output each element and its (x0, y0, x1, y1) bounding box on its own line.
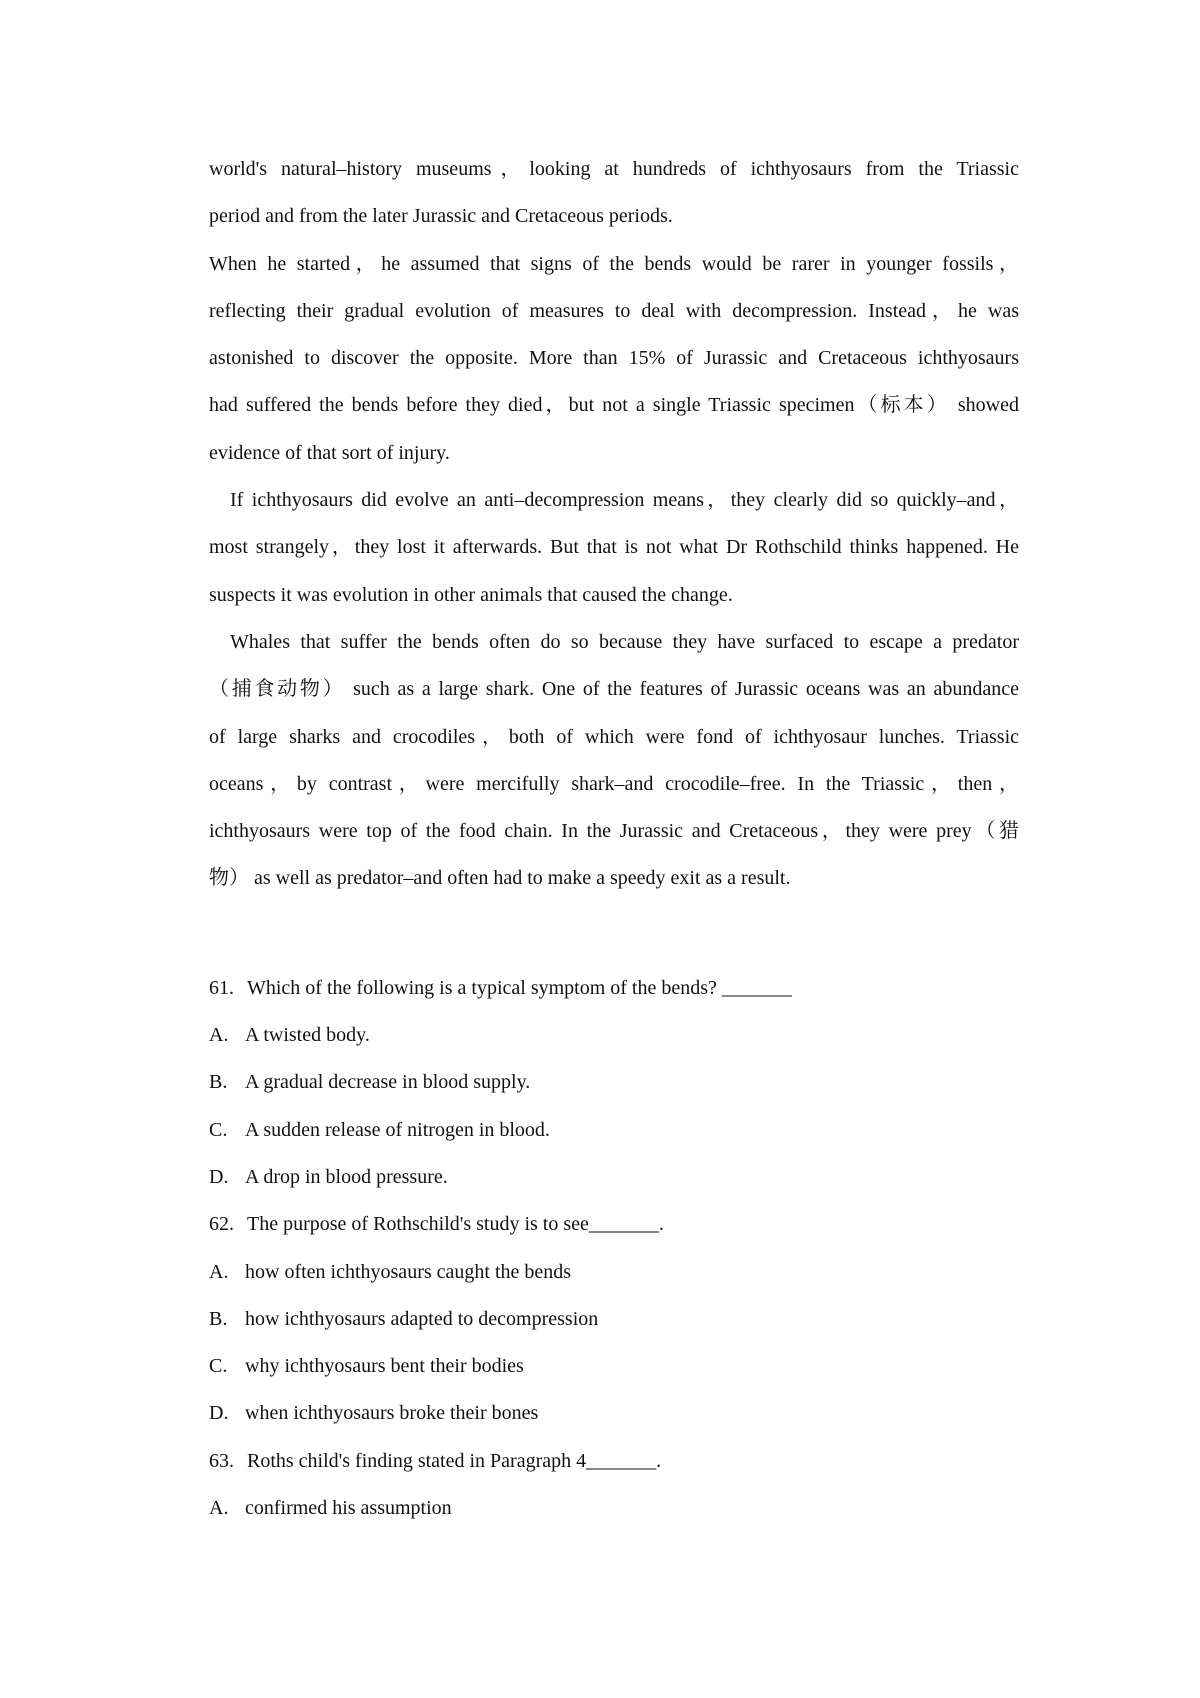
questions (209, 965, 1019, 1533)
passage-line: period and from the later Jurassic and Cretaceous periods. (209, 205, 673, 228)
passage-line: most strangely，they lost it afterwards. But that is not what Dr Rothschild thinks happened. He (209, 536, 1019, 559)
option-letter: A. (209, 1497, 229, 1520)
passage-line: 物） as well as predator–and often had to make a speedy exit as a result. (209, 867, 791, 890)
answer-option[interactable] (209, 1059, 1019, 1106)
option-letter: D. (209, 1165, 229, 1188)
passage-line: suspects it was evolution in other animals that caused the change. (209, 583, 733, 606)
option-text: when ichthyosaurs broke their bones (245, 1402, 539, 1425)
question-stem (209, 1201, 1019, 1248)
question-62 (209, 1201, 1019, 1437)
passage-line: astonished to discover the opposite. More than 15% of Jurassic and Cretaceous ichthyosaurs (209, 347, 1019, 370)
option-text: A sudden release of nitrogen in blood. (245, 1118, 550, 1141)
option-letter: C. (209, 1355, 228, 1378)
question-61 (209, 965, 1019, 1201)
answer-option[interactable] (209, 1390, 1019, 1437)
answer-option[interactable] (209, 1485, 1019, 1532)
answer-option[interactable] (209, 1249, 1019, 1296)
document-page (209, 146, 1019, 1532)
passage (209, 146, 1019, 903)
question-text: Roths child's finding stated in Paragraph 4_______. (247, 1449, 662, 1472)
option-letter: C. (209, 1118, 228, 1141)
answer-option[interactable] (209, 1296, 1019, 1343)
answer-option[interactable] (209, 1154, 1019, 1201)
passage-line: evidence of that sort of injury. (209, 441, 450, 464)
question-stem (209, 1438, 1019, 1485)
passage-line: When he started，he assumed that signs of the bends would be rarer in younger fossils， (209, 252, 1019, 275)
section-gap (209, 903, 1019, 965)
option-letter: D. (209, 1402, 229, 1425)
option-text: A drop in blood pressure. (245, 1165, 448, 1188)
passage-line: of large sharks and crocodiles，both of which were fond of ichthyosaur lunches. Triassic (209, 725, 1019, 748)
passage-line: world's natural–history museums，looking at hundreds of ichthyosaurs from the Triassic (209, 158, 1019, 180)
passage-line: oceans，by contrast，were mercifully shark–and crocodile–free. In the Triassic，then， (209, 772, 1019, 795)
option-letter: A. (209, 1024, 229, 1047)
question-text: The purpose of Rothschild's study is to see_______. (247, 1213, 664, 1236)
answer-option[interactable] (209, 1107, 1019, 1154)
passage-line: Whales that suffer the bends often do so because they have surfaced to escape a predator (230, 630, 1019, 653)
answer-option[interactable] (209, 1343, 1019, 1390)
option-letter: B. (209, 1071, 228, 1094)
option-text: confirmed his assumption (245, 1497, 452, 1520)
option-letter: A. (209, 1260, 229, 1283)
question-text: Which of the following is a typical symptom of the bends? _______ (247, 976, 792, 999)
question-number: 63. (209, 1449, 234, 1472)
passage-line: ichthyosaurs were top of the food chain. In the Jurassic and Cretaceous，they were prey（猎 (209, 820, 1019, 843)
option-letter: B. (209, 1307, 228, 1330)
passage-line: reflecting their gradual evolution of measures to deal with decompression. Instead，he was (209, 299, 1019, 322)
answer-option[interactable] (209, 1012, 1019, 1059)
passage-line: （捕食动物） such as a large shark. One of the features of Jurassic oceans was an abundance (209, 678, 1019, 701)
option-text: how ichthyosaurs adapted to decompression (245, 1307, 599, 1330)
question-number: 61. (209, 976, 234, 999)
passage-line: had suffered the bends before they died，but not a single Triassic specimen（标本） showed (209, 394, 1019, 417)
option-text: how often ichthyosaurs caught the bends (245, 1260, 572, 1283)
question-63 (209, 1438, 1019, 1533)
option-text: why ichthyosaurs bent their bodies (245, 1355, 524, 1378)
passage-line: If ichthyosaurs did evolve an anti–decompression means，they clearly did so quickly–and， (230, 489, 1019, 512)
question-number: 62. (209, 1213, 234, 1236)
option-text: A twisted body. (245, 1024, 370, 1047)
option-text: A gradual decrease in blood supply. (245, 1071, 531, 1094)
question-stem (209, 965, 1019, 1012)
